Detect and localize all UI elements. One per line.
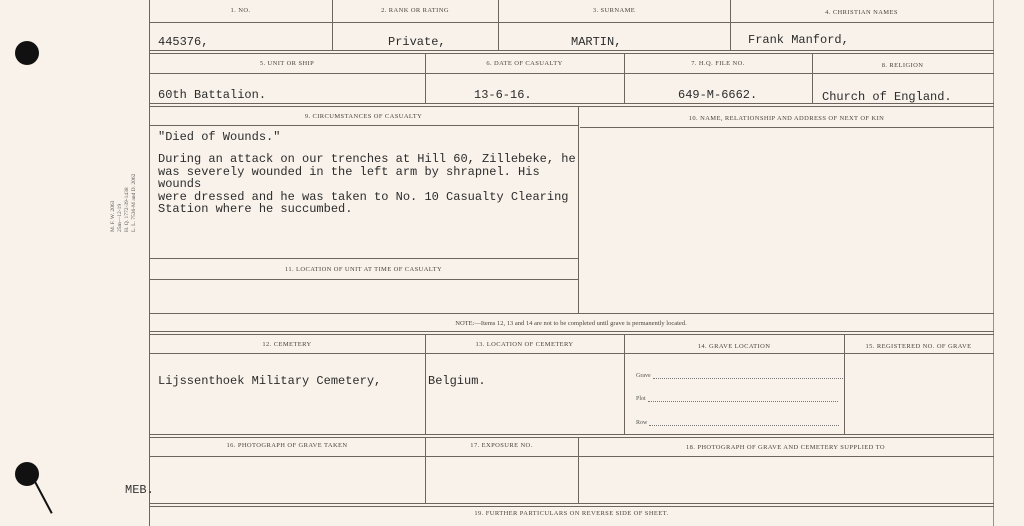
header-date: 6. DATE OF CASUALTY [486,60,563,67]
header-photograph-taken: 16. PHOTOGRAPH OF GRAVE TAKEN [226,442,348,449]
religion-value: Church of England. [822,90,952,104]
header-location-of-cemetery: 13. LOCATION OF CEMETERY [475,341,574,348]
circumstances-line: During an attack on our trenches at Hill 60, Zillebeke, he [158,152,576,166]
header-religion: 8. RELIGION [881,62,924,69]
header-no: 1. NO. [230,7,251,14]
header-hq-file: 7. H.Q. FILE NO. [691,60,745,67]
header-exposure-no: 17. EXPOSURE NO. [470,442,533,449]
header-location-of-unit: 11. LOCATION OF UNIT AT TIME OF CASUALTY [284,266,443,273]
row-line: Row [636,420,839,426]
service-number: 445376, [158,35,209,49]
header-cemetery: 12. CEMETERY [262,341,312,348]
surname-value: MARTIN, [571,35,622,49]
punch-hole-top [15,41,39,65]
christian-names-value: Frank Manford, [748,33,849,47]
note-text: NOTE:—Items 12, 13 and 14 are not to be completed until grave is permanently located. [455,320,687,327]
circumstances-line: were dressed and he was taken to No. 10 Casualty Clearing [158,189,569,204]
plot-line: Plot [636,396,838,402]
side-form-codes: M. F. W. 2063 25m—12-19 H. Q. 1772-39-1438 L. L. 7536-M and D. 2062 [110,173,137,232]
header-rank: 2. RANK OR RATING [381,7,449,14]
cemetery-value: Lijssenthoek Military Cemetery, [158,374,382,388]
string-tail [34,481,53,514]
unit-value: 60th Battalion. [158,88,267,102]
circumstances-text [158,153,576,216]
circumstances-line: was severely wounded in the left arm by shrapnel. His wounds [158,164,540,191]
header-circumstances: 9. CIRCUMSTANCES OF CASUALTY [304,113,423,120]
header-grave-location: 14. GRAVE LOCATION [697,343,771,350]
header-unit: 5. UNIT OR SHIP [259,60,315,67]
header-surname: 3. SURNAME [592,7,636,14]
hq-file-value: 649-M-6662. [678,88,758,102]
header-photograph-supplied: 18. PHOTOGRAPH OF GRAVE AND CEMETERY SUPPLIED TO [685,444,886,451]
circumstances-title: "Died of Wounds." [158,130,281,144]
rank-value: Private, [388,35,446,49]
grave-line: Grave [636,373,843,379]
header-next-of-kin: 10. NAME, RELATIONSHIP AND ADDRESS OF NEXT OF KIN [688,115,885,122]
header-registered-no: 15. REGISTERED NO. OF GRAVE [865,343,972,350]
cemetery-location-value: Belgium. [428,374,486,388]
date-value: 13-6-16. [474,88,532,102]
clerk-initials: MEB. [125,483,154,497]
circumstances-line: Station where he succumbed. [158,202,353,216]
header-christian-names: 4. CHRISTIAN NAMES [825,9,898,16]
header-further-particulars: 19. FURTHER PARTICULARS ON REVERSE SIDE OF SHEET. [474,510,669,517]
